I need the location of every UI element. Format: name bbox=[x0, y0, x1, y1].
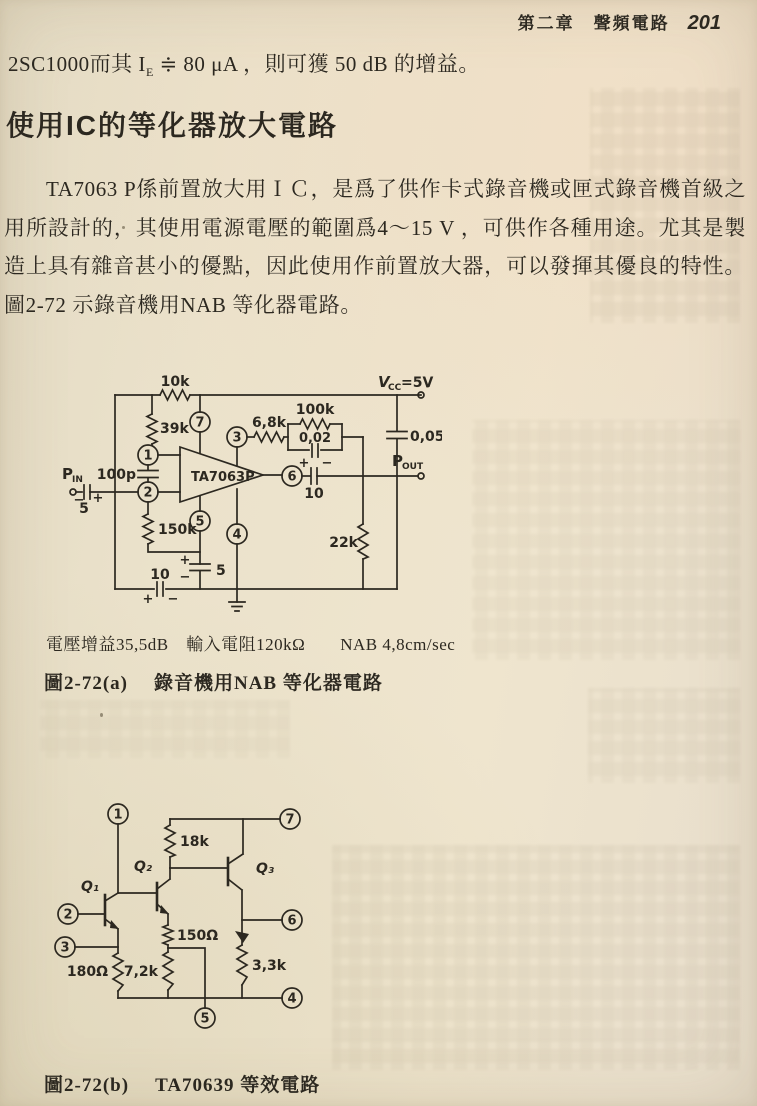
label-150k: 150k bbox=[158, 522, 197, 538]
component-labels bbox=[79, 374, 442, 583]
capacitor-0-05 bbox=[387, 432, 407, 439]
minus-sign: − bbox=[321, 456, 333, 471]
figure-a-specs: 電壓增益35,5dB 輸入電阻120kΩ NAB 4,8cm/sec bbox=[46, 635, 456, 654]
pout-terminal bbox=[418, 473, 424, 479]
minus-sign: − bbox=[73, 493, 85, 508]
pin-7: 7 bbox=[285, 812, 295, 828]
pout-label: P bbox=[392, 452, 403, 470]
intro-pre: 2SC1000而其 I bbox=[8, 52, 146, 76]
pin-5: 5 bbox=[200, 1011, 210, 1027]
figure-b-caption bbox=[44, 1070, 320, 1097]
pin-7: 7 bbox=[195, 415, 205, 431]
vcc-label: V bbox=[378, 374, 390, 391]
pin-5: 5 bbox=[195, 514, 205, 530]
label-0-05: 0,05 bbox=[410, 429, 442, 445]
page-number: 201 bbox=[687, 12, 721, 34]
label-10-out: 10 bbox=[304, 486, 324, 502]
label-6k8: 6,8k bbox=[251, 415, 287, 431]
pin-1: 1 bbox=[113, 807, 123, 823]
pin-6: 6 bbox=[287, 913, 297, 929]
label-10-bottom: 10 bbox=[150, 567, 170, 583]
bleed-through-texture bbox=[40, 700, 290, 758]
label-5-in: 5 bbox=[79, 501, 89, 517]
vcc-value: =5V bbox=[401, 375, 434, 391]
pin-4: 4 bbox=[287, 991, 297, 1007]
label-180ohm: 180Ω bbox=[66, 964, 108, 980]
capacitor-5-mid bbox=[190, 564, 210, 571]
component-labels bbox=[67, 834, 287, 980]
resistor-150k bbox=[143, 514, 153, 544]
pin-1: 1 bbox=[143, 448, 153, 464]
resistor-150ohm bbox=[163, 925, 173, 945]
label-q1: Q₁ bbox=[80, 879, 100, 895]
minus-sign: − bbox=[179, 570, 191, 585]
label-150ohm: 150Ω bbox=[177, 928, 219, 944]
plus-sign: + bbox=[298, 456, 310, 471]
label-ic-ta7063p: TA7063P bbox=[191, 470, 255, 485]
body-paragraph: TA7063 P係前置放大用ＩＣ，是爲了供作卡式錄音機或匣式錄音機首級之用所設計的，其使用電源電壓的範圍爲4～15 V ，可供作各種用途。尤其是製造上具有雜音甚小的優點，因此使用作前置放大器，可以發揮其優良的特性。圖2-72 示錄音機用NAB 等化器電路。 bbox=[4, 177, 746, 317]
capacitor-100p bbox=[138, 471, 158, 478]
q3-emitter-arrow bbox=[235, 931, 249, 943]
circuit-diagram-equivalent bbox=[50, 795, 320, 1040]
pin-circles bbox=[55, 804, 302, 1028]
pin-subscript: IN bbox=[72, 475, 83, 485]
paper-speck bbox=[100, 713, 103, 717]
ground-symbol bbox=[229, 602, 245, 611]
bleed-through-texture bbox=[588, 688, 740, 783]
section-heading: 使用IC的等化器放大電路 bbox=[6, 110, 339, 141]
pin-6: 6 bbox=[287, 469, 297, 485]
pin-numbers bbox=[60, 808, 296, 1027]
capacitor-5-in bbox=[84, 485, 90, 499]
label-22k: 22k bbox=[329, 535, 358, 551]
resistor-18k bbox=[165, 825, 175, 857]
pin-4: 4 bbox=[232, 527, 242, 543]
label-7k2: 7,2k bbox=[123, 964, 158, 980]
label-0-02: 0,02 bbox=[298, 431, 332, 446]
pin-label: P bbox=[62, 465, 73, 483]
plus-sign: + bbox=[142, 592, 154, 607]
label-100k: 100k bbox=[295, 402, 335, 418]
intro-line bbox=[8, 48, 748, 80]
resistor-22k bbox=[358, 524, 368, 559]
figure-2-72b bbox=[50, 795, 320, 1040]
label-39k: 39k bbox=[160, 421, 189, 437]
capacitor-10-out bbox=[311, 468, 317, 484]
pin-2: 2 bbox=[63, 907, 73, 923]
resistor-39k bbox=[147, 414, 157, 444]
resistor-10k bbox=[160, 390, 190, 400]
pin-2: 2 bbox=[143, 485, 153, 501]
q1-emitter-arrow bbox=[110, 920, 119, 929]
resistor-3k3 bbox=[237, 945, 247, 985]
figure-b-caption-label: 圖2-72(b) bbox=[44, 1075, 130, 1096]
plus-sign: + bbox=[92, 491, 104, 506]
figure-2-72a bbox=[40, 374, 442, 629]
q2-emitter-arrow bbox=[160, 905, 169, 914]
vcc-subscript: CC bbox=[388, 383, 402, 393]
figure-b-caption-text: TA70639 等效電路 bbox=[155, 1075, 321, 1096]
pin-3: 3 bbox=[232, 430, 242, 446]
label-100p: 100p bbox=[96, 467, 136, 483]
chapter-title: 第二章 聲頻電路 bbox=[517, 14, 670, 33]
figure-a-caption-text: 錄音機用NAB 等化器電路 bbox=[153, 673, 383, 694]
wires bbox=[73, 390, 421, 611]
label-5-mid: 5 bbox=[216, 563, 226, 579]
label-q3: Q₃ bbox=[256, 861, 275, 877]
bleed-through-texture bbox=[332, 845, 740, 1070]
label-3k3: 3,3k bbox=[252, 958, 287, 974]
intro-subscript: E bbox=[145, 65, 154, 80]
minus-sign: − bbox=[167, 592, 179, 607]
figure-a-caption-label: 圖2-72(a) bbox=[44, 673, 128, 694]
resistor-7k2 bbox=[163, 952, 173, 990]
label-18k: 18k bbox=[180, 834, 209, 850]
label-10k: 10k bbox=[160, 374, 190, 390]
resistor-6k8 bbox=[254, 432, 284, 442]
resistor-100k bbox=[300, 419, 330, 429]
pin-3: 3 bbox=[60, 940, 70, 956]
running-header bbox=[518, 9, 721, 35]
resistor-180ohm bbox=[113, 953, 123, 991]
pout-subscript: OUT bbox=[402, 462, 424, 472]
label-q2: Q₂ bbox=[133, 859, 153, 875]
bleed-through-texture bbox=[472, 420, 740, 660]
circuit-diagram-nab-equalizer bbox=[40, 374, 442, 629]
plus-sign: + bbox=[179, 553, 191, 568]
intro-post: ≑ 80 μA ，則可獲 50 dB 的增益。 bbox=[153, 52, 480, 76]
figure-a-caption bbox=[44, 668, 383, 695]
